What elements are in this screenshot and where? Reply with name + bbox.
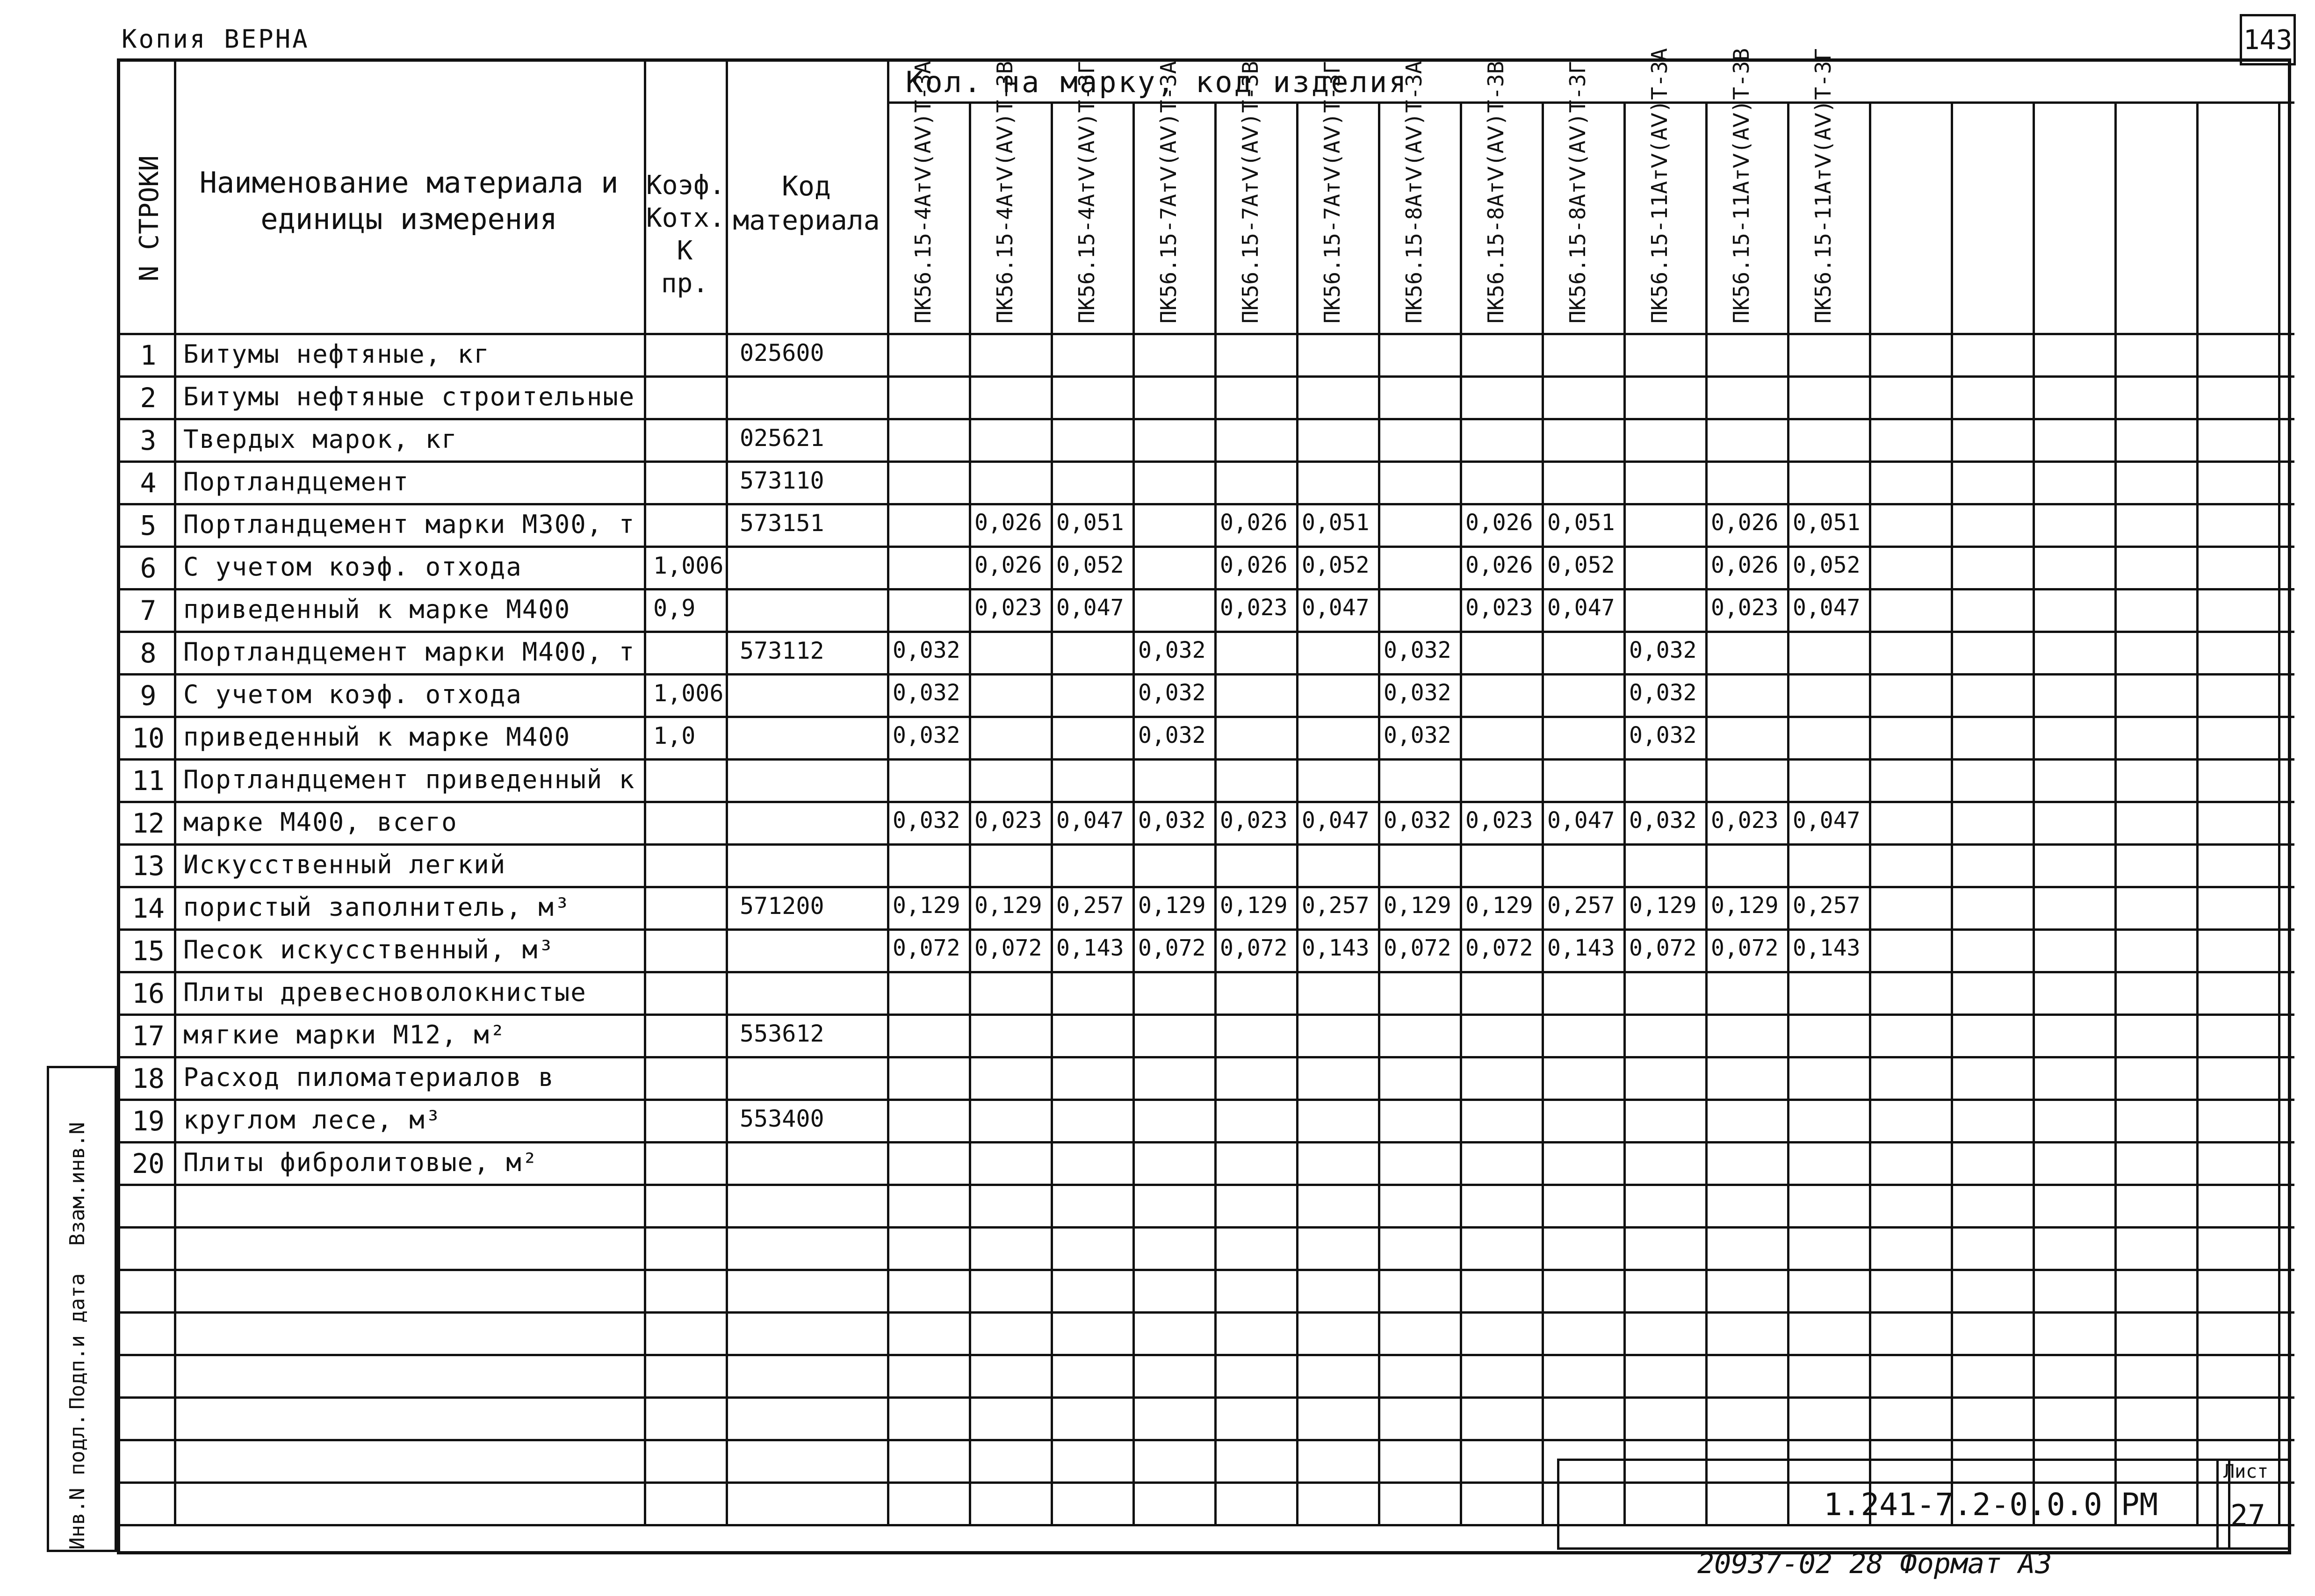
quantity-cell: 0,032	[1384, 680, 1451, 706]
material-name: марке М400, всего	[183, 807, 458, 837]
row-number: 12	[132, 807, 165, 839]
material-name: Песок искусственный, м³	[183, 935, 555, 964]
row-number: 1	[140, 339, 157, 371]
quantity-cell: 0,257	[1793, 892, 1861, 919]
material-code: 553400	[740, 1105, 824, 1132]
col-divider	[2278, 101, 2280, 1524]
copy-note: Копия ВЕРНА	[122, 24, 310, 54]
row-line	[120, 1396, 2294, 1399]
document-code: 1.241-7.2-0.0.0 РМ	[1824, 1487, 2158, 1523]
col-divider	[969, 101, 971, 1524]
row-line	[120, 588, 2294, 590]
row-line	[120, 1184, 2294, 1186]
header-bottom-line	[120, 333, 2294, 335]
row-line	[120, 1056, 2294, 1058]
quantity-cell: 0,032	[893, 807, 960, 834]
quantity-cell: 0,032	[1384, 637, 1451, 663]
quantity-cell: 0,026	[1711, 552, 1779, 578]
material-code: 553612	[740, 1020, 824, 1047]
col-divider	[1869, 101, 1871, 1524]
quantity-cell: 0,047	[1547, 807, 1615, 834]
quantity-cell: 0,051	[1302, 510, 1370, 536]
material-name: Битумы нефтяные строительные	[183, 382, 635, 411]
row-number: 5	[140, 510, 157, 541]
material-name: приведенный к марке М400	[183, 722, 571, 752]
quantity-cell: 0,143	[1547, 935, 1615, 961]
quantity-cell: 0,129	[974, 892, 1042, 919]
product-column-header: ПК56.15-7АтⅤ(АⅤ)Т-3А	[1156, 61, 1181, 324]
quantity-cell: 0,032	[1384, 722, 1451, 748]
material-code: 025600	[740, 339, 824, 367]
material-name: Плиты фибролитовые, м²	[183, 1148, 539, 1177]
side-stamp	[47, 1066, 117, 1552]
product-column-header: ПК56.15-4АтⅤ(АⅤ)Т-3Г	[1074, 61, 1099, 324]
coefficient-value: 1,006	[653, 552, 724, 579]
quantity-cell: 0,023	[1465, 595, 1533, 621]
quantity-cell: 0,032	[1629, 637, 1697, 663]
quantity-cell: 0,047	[1302, 807, 1370, 834]
material-code: 573112	[740, 637, 824, 664]
quantity-cell: 0,032	[893, 637, 960, 663]
row-line	[120, 1141, 2294, 1143]
coefficient-value: 1,006	[653, 680, 724, 707]
quantity-cell: 0,023	[1711, 807, 1779, 834]
material-name: Портландцемент	[183, 467, 410, 496]
quantity-cell: 0,072	[893, 935, 960, 961]
quantity-cell: 0,047	[1547, 595, 1615, 621]
row-line	[120, 1269, 2294, 1271]
row-number: 16	[132, 978, 165, 1009]
row-number: 10	[132, 722, 165, 754]
row-number: 11	[132, 765, 165, 797]
quantity-cell: 0,143	[1793, 935, 1861, 961]
col-divider	[1787, 101, 1789, 1524]
quantity-cell: 0,051	[1793, 510, 1861, 536]
quantity-cell: 0,032	[1629, 722, 1697, 748]
quantity-cell: 0,032	[1384, 807, 1451, 834]
materials-table	[117, 48, 2291, 1554]
material-name: пористый заполнитель, м³	[183, 892, 571, 922]
col-divider	[1705, 101, 1708, 1524]
row-number: 6	[140, 552, 157, 584]
row-line	[120, 375, 2294, 378]
side-label-3: Инв.N подл.	[65, 1413, 89, 1550]
material-name: Расход пиломатериалов в	[183, 1063, 555, 1092]
row-number: 8	[140, 637, 157, 669]
row-line	[120, 1014, 2294, 1016]
quantity-cell: 0,032	[1138, 680, 1206, 706]
quantity-cell: 0,032	[1629, 680, 1697, 706]
col-divider	[726, 62, 728, 1524]
quantity-cell: 0,023	[1465, 807, 1533, 834]
material-name: С учетом коэф. отхода	[183, 552, 522, 582]
header-coefficient: Коэф. Котх. К пр.	[646, 170, 725, 299]
row-number: 19	[132, 1105, 165, 1137]
product-column-header: ПК56.15-11АтⅤ(АⅤ)Т-3В	[1729, 48, 1754, 324]
quantity-cell: 0,032	[1138, 807, 1206, 834]
quantity-cell: 0,052	[1547, 552, 1615, 578]
row-line	[120, 1226, 2294, 1229]
quantity-cell: 0,257	[1302, 892, 1370, 919]
row-line	[120, 503, 2294, 505]
col-divider	[1132, 101, 1135, 1524]
sheet-label: Лист	[2223, 1461, 2269, 1482]
quantity-cell: 0,072	[1384, 935, 1451, 961]
quantity-cell: 0,072	[1465, 935, 1533, 961]
coefficient-value: 0,9	[653, 595, 696, 622]
side-label-2: Подп.и дата	[65, 1273, 89, 1409]
row-line	[120, 758, 2294, 761]
quantity-cell: 0,129	[1384, 892, 1451, 919]
material-name: Битумы нефтяные, кг	[183, 339, 490, 369]
coefficient-value: 1,0	[653, 722, 696, 749]
quantity-cell: 0,129	[1711, 892, 1779, 919]
material-name: Портландцемент марки М300, т	[183, 510, 635, 539]
quantity-cell: 0,026	[1711, 510, 1779, 536]
row-number: 15	[132, 935, 165, 967]
row-line	[120, 886, 2294, 888]
col-divider	[1623, 101, 1626, 1524]
quantity-cell: 0,072	[1629, 935, 1697, 961]
quantity-cell: 0,129	[1220, 892, 1288, 919]
row-line	[120, 801, 2294, 803]
product-column-header: ПК56.15-7АтⅤ(АⅤ)Т-3В	[1238, 61, 1263, 324]
quantity-cell: 0,051	[1547, 510, 1615, 536]
quantity-cell: 0,129	[1465, 892, 1533, 919]
quantity-cell: 0,023	[1220, 595, 1288, 621]
row-line	[120, 1439, 2294, 1441]
material-name: круглом лесе, м³	[183, 1105, 442, 1135]
col-divider	[1378, 101, 1380, 1524]
quantity-cell: 0,129	[893, 892, 960, 919]
quantity-cell: 0,023	[1220, 807, 1288, 834]
quantity-cell: 0,143	[1056, 935, 1124, 961]
row-line	[120, 716, 2294, 718]
row-line	[120, 843, 2294, 846]
quantity-cell: 0,023	[974, 595, 1042, 621]
quantity-cell: 0,047	[1056, 595, 1124, 621]
material-code: 573110	[740, 467, 824, 494]
row-number: 17	[132, 1020, 165, 1052]
side-label-1: Взам.инв.N	[65, 1122, 89, 1246]
quantity-cell: 0,047	[1793, 807, 1861, 834]
quantity-cell: 0,026	[1220, 510, 1288, 536]
material-name: Плиты древесноволокнистые	[183, 978, 587, 1007]
col-divider	[1051, 101, 1053, 1524]
quantity-cell: 0,032	[1629, 807, 1697, 834]
row-number: 7	[140, 595, 157, 626]
row-line	[120, 1311, 2294, 1314]
product-column-header: ПК56.15-8АтⅤ(АⅤ)Т-3А	[1401, 61, 1427, 324]
row-number: 3	[140, 424, 157, 456]
quantity-cell: 0,052	[1302, 552, 1370, 578]
quantity-cell: 0,052	[1793, 552, 1861, 578]
quantity-cell: 0,047	[1056, 807, 1124, 834]
row-line	[120, 1099, 2294, 1101]
product-column-header: ПК56.15-8АтⅤ(АⅤ)Т-3В	[1483, 61, 1508, 324]
quantity-cell: 0,072	[974, 935, 1042, 961]
row-line	[120, 1354, 2294, 1356]
row-number: 4	[140, 467, 157, 499]
row-number: 2	[140, 382, 157, 414]
product-column-header: ПК56.15-4АтⅤ(АⅤ)Т-3А	[910, 61, 936, 324]
quantity-cell: 0,032	[893, 722, 960, 748]
quantity-cell: 0,257	[1547, 892, 1615, 919]
row-line	[120, 460, 2294, 463]
quantity-cell: 0,047	[1793, 595, 1861, 621]
material-name: Твердых марок, кг	[183, 424, 458, 454]
quantity-cell: 0,129	[1138, 892, 1206, 919]
material-name: Портландцемент марки М400, т	[183, 637, 635, 667]
row-number: 14	[132, 892, 165, 924]
quantity-cell: 0,072	[1220, 935, 1288, 961]
material-name: приведенный к марке М400	[183, 595, 571, 624]
header-material-name: Наименование материала и единицы измерения	[199, 165, 619, 236]
quantity-cell: 0,026	[974, 552, 1042, 578]
row-line	[120, 546, 2294, 548]
quantity-cell: 0,257	[1056, 892, 1124, 919]
quantity-cell: 0,026	[1465, 510, 1533, 536]
col-divider	[2196, 101, 2199, 1524]
header-material-code: Код материала	[733, 170, 880, 236]
quantity-cell: 0,052	[1056, 552, 1124, 578]
material-name: С учетом коэф. отхода	[183, 680, 522, 709]
material-name: мягкие марки М12, м²	[183, 1020, 506, 1050]
col-divider	[1951, 101, 1953, 1524]
page-number: 143	[2240, 14, 2296, 65]
row-line	[120, 673, 2294, 676]
quantity-cell: 0,072	[1138, 935, 1206, 961]
product-column-header: ПК56.15-4АтⅤ(АⅤ)Т-3В	[992, 61, 1017, 324]
quantity-cell: 0,023	[974, 807, 1042, 834]
row-number: 18	[132, 1063, 165, 1094]
row-number: 20	[132, 1148, 165, 1179]
quantity-cell: 0,072	[1711, 935, 1779, 961]
product-column-header: ПК56.15-11АтⅤ(АⅤ)Т-3Г	[1810, 48, 1836, 324]
sheet-number: 27	[2230, 1498, 2265, 1532]
col-divider	[1214, 101, 1217, 1524]
material-code: 025621	[740, 424, 824, 452]
quantity-cell: 0,051	[1056, 510, 1124, 536]
col-divider	[2033, 101, 2035, 1524]
row-number: 13	[132, 850, 165, 882]
material-name: Портландцемент приведенный к	[183, 765, 635, 794]
quantity-cell: 0,026	[1465, 552, 1533, 578]
row-line	[120, 971, 2294, 973]
col-divider	[1460, 101, 1462, 1524]
quantity-cell: 0,047	[1302, 595, 1370, 621]
header-product-group: Кол. на марку, код изделия	[906, 65, 1408, 99]
quantity-cell: 0,032	[1138, 722, 1206, 748]
row-number: 9	[140, 680, 157, 712]
row-line	[120, 631, 2294, 633]
product-column-header: ПК56.15-8АтⅤ(АⅤ)Т-3Г	[1565, 61, 1590, 324]
row-line	[120, 418, 2294, 420]
material-code: 573151	[740, 510, 824, 537]
col-divider	[2114, 101, 2117, 1524]
col-divider	[887, 62, 889, 1524]
quantity-cell: 0,129	[1629, 892, 1697, 919]
header-row-number: N СТРОКИ	[134, 155, 165, 281]
quantity-cell: 0,032	[893, 680, 960, 706]
col-divider	[1542, 101, 1544, 1524]
format-note: 20937-02 28 Формат А3	[1697, 1547, 2052, 1580]
row-line	[120, 928, 2294, 931]
material-name: Искусственный легкий	[183, 850, 506, 879]
col-divider	[1296, 101, 1298, 1524]
material-code: 571200	[740, 892, 824, 920]
quantity-cell: 0,023	[1711, 595, 1779, 621]
quantity-cell: 0,143	[1302, 935, 1370, 961]
product-column-header: ПК56.15-7АтⅤ(АⅤ)Т-3Г	[1320, 61, 1345, 324]
quantity-cell: 0,026	[1220, 552, 1288, 578]
quantity-cell: 0,032	[1138, 637, 1206, 663]
quantity-cell: 0,026	[974, 510, 1042, 536]
product-column-header: ПК56.15-11АтⅤ(АⅤ)Т-3А	[1647, 48, 1672, 324]
